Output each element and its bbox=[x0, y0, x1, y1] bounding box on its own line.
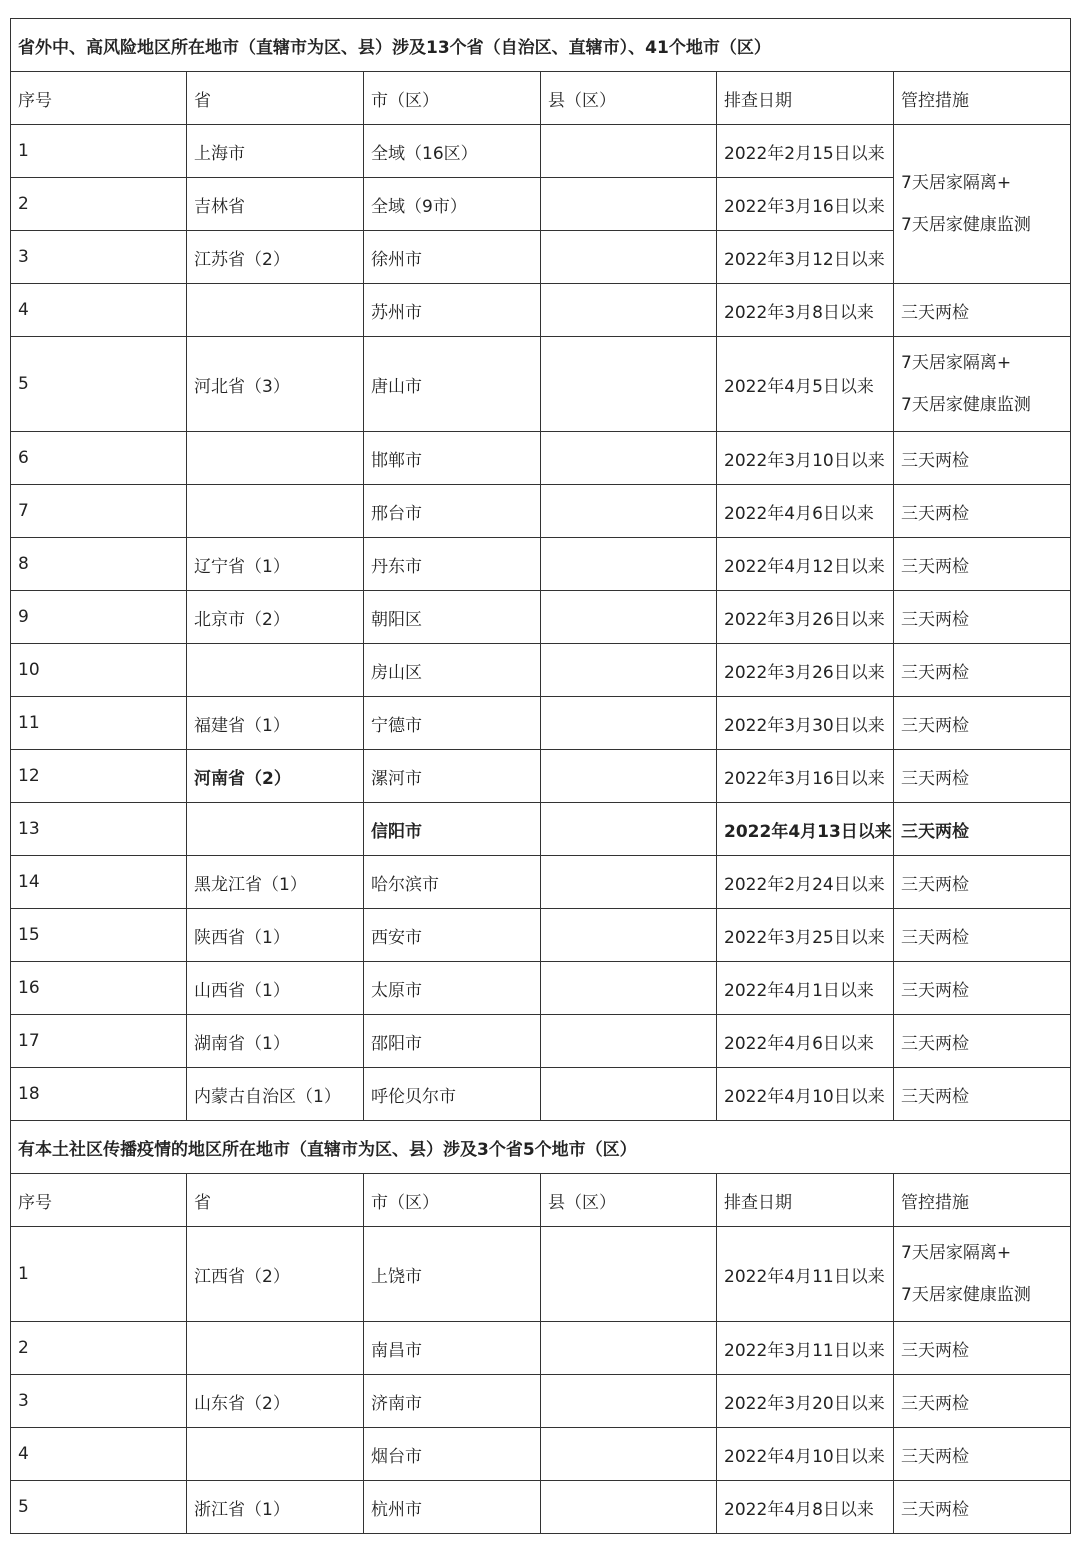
cell-measure bbox=[894, 1227, 1071, 1322]
control-measures-table bbox=[10, 18, 1071, 1534]
header-province: 省 bbox=[187, 72, 364, 125]
cell-no: 8 bbox=[11, 538, 187, 591]
cell-no: 1 bbox=[11, 1227, 187, 1322]
table-row bbox=[11, 1227, 1071, 1322]
cell-no: 5 bbox=[11, 1481, 187, 1534]
cell-county bbox=[541, 1428, 717, 1481]
cell-city: 哈尔滨市 bbox=[364, 856, 541, 909]
cell-no: 6 bbox=[11, 432, 187, 485]
cell-county bbox=[541, 284, 717, 337]
cell-date: 2022年3月16日以来 bbox=[717, 178, 894, 231]
cell-city: 全域（9市） bbox=[364, 178, 541, 231]
header-measure: 管控措施 bbox=[894, 72, 1071, 125]
cell-city: 唐山市 bbox=[364, 337, 541, 432]
cell-date: 2022年4月5日以来 bbox=[717, 337, 894, 432]
cell-date: 2022年4月13日以来 bbox=[717, 803, 894, 856]
section1-title-row bbox=[11, 19, 1071, 72]
table-row bbox=[11, 1481, 1071, 1534]
cell-province: 河北省（3） bbox=[187, 337, 364, 432]
cell-county bbox=[541, 1227, 717, 1322]
cell-no: 14 bbox=[11, 856, 187, 909]
cell-city: 烟台市 bbox=[364, 1428, 541, 1481]
cell-county bbox=[541, 1375, 717, 1428]
cell-province: 黑龙江省（1） bbox=[187, 856, 364, 909]
cell-measure: 三天两检 bbox=[894, 591, 1071, 644]
cell-no: 3 bbox=[11, 231, 187, 284]
cell-county bbox=[541, 962, 717, 1015]
section2-title: 有本土社区传播疫情的地区所在地市（直辖市为区、县）涉及3个省5个地市（区） bbox=[11, 1121, 1071, 1174]
cell-date: 2022年3月25日以来 bbox=[717, 909, 894, 962]
cell-measure: 三天两检 bbox=[894, 1375, 1071, 1428]
cell-county bbox=[541, 1481, 717, 1534]
cell-province bbox=[187, 803, 364, 856]
cell-city: 邢台市 bbox=[364, 485, 541, 538]
cell-no: 4 bbox=[11, 1428, 187, 1481]
header-no: 序号 bbox=[11, 1174, 187, 1227]
cell-county bbox=[541, 337, 717, 432]
cell-measure: 三天两检 bbox=[894, 803, 1071, 856]
table-row bbox=[11, 125, 1071, 178]
cell-date: 2022年3月11日以来 bbox=[717, 1322, 894, 1375]
cell-measure: 三天两检 bbox=[894, 750, 1071, 803]
cell-measure bbox=[894, 337, 1071, 432]
cell-no: 12 bbox=[11, 750, 187, 803]
cell-measure: 三天两检 bbox=[894, 538, 1071, 591]
cell-county bbox=[541, 178, 717, 231]
table-row bbox=[11, 1428, 1071, 1481]
header-date: 排查日期 bbox=[717, 1174, 894, 1227]
cell-province: 福建省（1） bbox=[187, 697, 364, 750]
cell-county bbox=[541, 538, 717, 591]
table-row bbox=[11, 962, 1071, 1015]
cell-date: 2022年3月12日以来 bbox=[717, 231, 894, 284]
cell-date: 2022年3月8日以来 bbox=[717, 284, 894, 337]
cell-province bbox=[187, 644, 364, 697]
table-row bbox=[11, 856, 1071, 909]
section1-header-row bbox=[11, 72, 1071, 125]
cell-province: 江苏省（2） bbox=[187, 231, 364, 284]
cell-county bbox=[541, 591, 717, 644]
header-county: 县（区） bbox=[541, 72, 717, 125]
cell-province bbox=[187, 1322, 364, 1375]
cell-province: 陕西省（1） bbox=[187, 909, 364, 962]
cell-county bbox=[541, 485, 717, 538]
cell-measure: 三天两检 bbox=[894, 1481, 1071, 1534]
cell-date: 2022年4月8日以来 bbox=[717, 1481, 894, 1534]
cell-no: 4 bbox=[11, 284, 187, 337]
cell-county bbox=[541, 803, 717, 856]
header-province: 省 bbox=[187, 1174, 364, 1227]
cell-measure: 三天两检 bbox=[894, 284, 1071, 337]
table-row bbox=[11, 337, 1071, 432]
cell-date: 2022年4月6日以来 bbox=[717, 1015, 894, 1068]
cell-date: 2022年3月16日以来 bbox=[717, 750, 894, 803]
header-no: 序号 bbox=[11, 72, 187, 125]
cell-city: 西安市 bbox=[364, 909, 541, 962]
cell-date: 2022年4月11日以来 bbox=[717, 1227, 894, 1322]
cell-date: 2022年3月20日以来 bbox=[717, 1375, 894, 1428]
header-county: 县（区） bbox=[541, 1174, 717, 1227]
cell-province: 湖南省（1） bbox=[187, 1015, 364, 1068]
cell-no: 1 bbox=[11, 125, 187, 178]
cell-city: 杭州市 bbox=[364, 1481, 541, 1534]
table-row bbox=[11, 1068, 1071, 1121]
cell-county bbox=[541, 432, 717, 485]
cell-no: 11 bbox=[11, 697, 187, 750]
cell-city: 南昌市 bbox=[364, 1322, 541, 1375]
section1-title: 省外中、高风险地区所在地市（直辖市为区、县）涉及13个省（自治区、直辖市）、41个地市（区） bbox=[11, 19, 1071, 72]
cell-city: 宁德市 bbox=[364, 697, 541, 750]
cell-date: 2022年4月10日以来 bbox=[717, 1068, 894, 1121]
cell-city: 丹东市 bbox=[364, 538, 541, 591]
cell-measure: 三天两检 bbox=[894, 962, 1071, 1015]
cell-city: 全域（16区） bbox=[364, 125, 541, 178]
cell-date: 2022年2月15日以来 bbox=[717, 125, 894, 178]
cell-province: 北京市（2） bbox=[187, 591, 364, 644]
table-row bbox=[11, 803, 1071, 856]
table-row bbox=[11, 1322, 1071, 1375]
cell-measure: 三天两检 bbox=[894, 644, 1071, 697]
table-row bbox=[11, 591, 1071, 644]
header-city: 市（区） bbox=[364, 72, 541, 125]
cell-no: 18 bbox=[11, 1068, 187, 1121]
cell-province: 浙江省（1） bbox=[187, 1481, 364, 1534]
cell-city: 上饶市 bbox=[364, 1227, 541, 1322]
cell-province: 吉林省 bbox=[187, 178, 364, 231]
cell-province: 内蒙古自治区（1） bbox=[187, 1068, 364, 1121]
cell-measure: 三天两检 bbox=[894, 432, 1071, 485]
cell-date: 2022年4月1日以来 bbox=[717, 962, 894, 1015]
cell-city: 邵阳市 bbox=[364, 1015, 541, 1068]
cell-city: 济南市 bbox=[364, 1375, 541, 1428]
cell-city: 邯郸市 bbox=[364, 432, 541, 485]
cell-measure: 三天两检 bbox=[894, 697, 1071, 750]
cell-province: 山东省（2） bbox=[187, 1375, 364, 1428]
table-row bbox=[11, 1375, 1071, 1428]
cell-county bbox=[541, 1015, 717, 1068]
table-row bbox=[11, 284, 1071, 337]
table-row bbox=[11, 644, 1071, 697]
cell-city: 漯河市 bbox=[364, 750, 541, 803]
cell-province: 河南省（2） bbox=[187, 750, 364, 803]
cell-date: 2022年2月24日以来 bbox=[717, 856, 894, 909]
cell-city: 太原市 bbox=[364, 962, 541, 1015]
cell-no: 16 bbox=[11, 962, 187, 1015]
cell-province bbox=[187, 485, 364, 538]
cell-no: 10 bbox=[11, 644, 187, 697]
cell-no: 15 bbox=[11, 909, 187, 962]
cell-province: 上海市 bbox=[187, 125, 364, 178]
section2-header-row bbox=[11, 1174, 1071, 1227]
table-row bbox=[11, 432, 1071, 485]
cell-county bbox=[541, 750, 717, 803]
cell-no: 2 bbox=[11, 178, 187, 231]
table-row bbox=[11, 909, 1071, 962]
cell-no: 2 bbox=[11, 1322, 187, 1375]
control-table-wrapper bbox=[10, 18, 1070, 1534]
cell-measure: 三天两检 bbox=[894, 1428, 1071, 1481]
cell-city: 苏州市 bbox=[364, 284, 541, 337]
cell-no: 17 bbox=[11, 1015, 187, 1068]
cell-province: 辽宁省（1） bbox=[187, 538, 364, 591]
table-row bbox=[11, 538, 1071, 591]
cell-measure: 三天两检 bbox=[894, 1015, 1071, 1068]
measure-line-1: 7天居家隔离+ bbox=[901, 353, 1012, 373]
cell-county bbox=[541, 1322, 717, 1375]
measure-line-2: 7天居家健康监测 bbox=[901, 1285, 1031, 1305]
cell-no: 3 bbox=[11, 1375, 187, 1428]
header-measure: 管控措施 bbox=[894, 1174, 1071, 1227]
cell-province: 山西省（1） bbox=[187, 962, 364, 1015]
header-city: 市（区） bbox=[364, 1174, 541, 1227]
cell-city: 信阳市 bbox=[364, 803, 541, 856]
cell-measure-merged bbox=[894, 125, 1071, 284]
cell-city: 朝阳区 bbox=[364, 591, 541, 644]
cell-county bbox=[541, 697, 717, 750]
measure-line-1: 7天居家隔离+ bbox=[901, 1243, 1012, 1263]
cell-measure: 三天两检 bbox=[894, 485, 1071, 538]
cell-date: 2022年4月10日以来 bbox=[717, 1428, 894, 1481]
measure-line-1: 7天居家隔离+ bbox=[901, 173, 1012, 193]
cell-city: 呼伦贝尔市 bbox=[364, 1068, 541, 1121]
cell-province bbox=[187, 284, 364, 337]
cell-county bbox=[541, 1068, 717, 1121]
cell-measure: 三天两检 bbox=[894, 1322, 1071, 1375]
cell-county bbox=[541, 231, 717, 284]
cell-no: 5 bbox=[11, 337, 187, 432]
cell-date: 2022年4月6日以来 bbox=[717, 485, 894, 538]
cell-date: 2022年3月26日以来 bbox=[717, 591, 894, 644]
cell-no: 13 bbox=[11, 803, 187, 856]
cell-province: 江西省（2） bbox=[187, 1227, 364, 1322]
cell-measure: 三天两检 bbox=[894, 856, 1071, 909]
cell-date: 2022年4月12日以来 bbox=[717, 538, 894, 591]
section2-title-row bbox=[11, 1121, 1071, 1174]
cell-date: 2022年3月26日以来 bbox=[717, 644, 894, 697]
table-row bbox=[11, 485, 1071, 538]
cell-county bbox=[541, 909, 717, 962]
measure-line-2: 7天居家健康监测 bbox=[901, 215, 1031, 235]
cell-province bbox=[187, 1428, 364, 1481]
cell-county bbox=[541, 644, 717, 697]
cell-county bbox=[541, 856, 717, 909]
table-row bbox=[11, 1015, 1071, 1068]
cell-city: 徐州市 bbox=[364, 231, 541, 284]
cell-measure: 三天两检 bbox=[894, 909, 1071, 962]
cell-no: 9 bbox=[11, 591, 187, 644]
table-row bbox=[11, 750, 1071, 803]
cell-date: 2022年3月10日以来 bbox=[717, 432, 894, 485]
table-row bbox=[11, 697, 1071, 750]
header-date: 排查日期 bbox=[717, 72, 894, 125]
cell-county bbox=[541, 125, 717, 178]
cell-measure: 三天两检 bbox=[894, 1068, 1071, 1121]
cell-date: 2022年3月30日以来 bbox=[717, 697, 894, 750]
cell-province bbox=[187, 432, 364, 485]
measure-line-2: 7天居家健康监测 bbox=[901, 395, 1031, 415]
cell-city: 房山区 bbox=[364, 644, 541, 697]
cell-no: 7 bbox=[11, 485, 187, 538]
